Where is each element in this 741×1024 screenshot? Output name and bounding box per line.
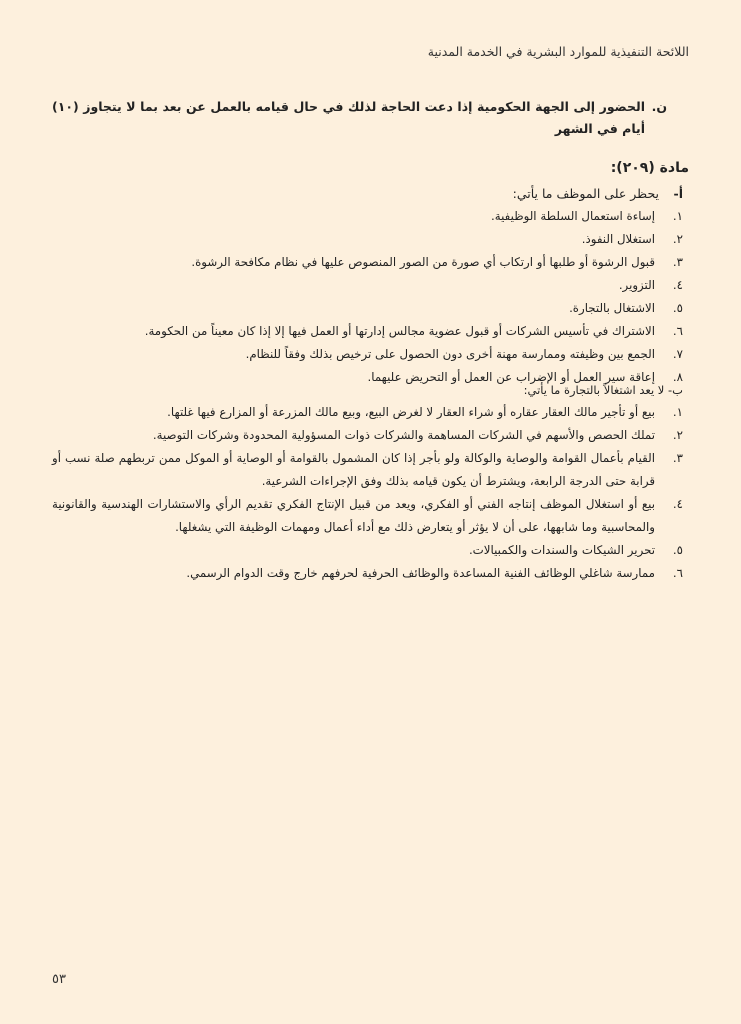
list-item-number: ٥. bbox=[672, 543, 683, 557]
list-item bbox=[52, 205, 683, 228]
list-item bbox=[52, 228, 683, 251]
list-item-text: استغلال النفوذ. bbox=[581, 232, 655, 246]
list-item-text: تحرير الشيكات والسندات والكمبيالات. bbox=[468, 543, 655, 557]
list-item-number: ٣. bbox=[672, 451, 683, 465]
list-item-text: تملك الحصص والأسهم في الشركات المساهمة والشركات ذوات المسؤولية المحدودة وشركات التوصية. bbox=[152, 428, 655, 442]
list-item bbox=[52, 493, 683, 539]
list-item-text: الجمع بين وظيفته وممارسة مهنة أخرى دون الحصول على ترخيص بذلك وفقاً للنظام. bbox=[245, 347, 655, 361]
list-item-number: ١. bbox=[672, 405, 683, 419]
list-item-number: ٦. bbox=[672, 566, 683, 580]
list-item bbox=[52, 274, 683, 297]
paragraph-n bbox=[52, 96, 667, 140]
list-item-number: ٧. bbox=[672, 347, 683, 361]
page-number: ٥٣ bbox=[52, 972, 66, 987]
list-item-number: ٥. bbox=[672, 301, 683, 315]
list-item-text: ممارسة شاغلي الوظائف الفنية المساعدة والوظائف الحرفية لحرفهم خارج وقت الدوام الرسمي. bbox=[186, 566, 655, 580]
list-item bbox=[52, 447, 683, 493]
section-a-heading-text: يحظر على الموظف ما يأتي: bbox=[512, 186, 659, 201]
list-item-text: إساءة استعمال السلطة الوظيفية. bbox=[491, 209, 655, 223]
list-item-number: ٤. bbox=[672, 278, 683, 292]
list-item-text: إعاقة سير العمل أو الإضراب عن العمل أو التحريض عليهما. bbox=[367, 370, 655, 384]
list-item bbox=[52, 424, 683, 447]
section-b-list bbox=[52, 401, 683, 585]
list-item-text: بيع أو تأجير مالك العقار عقاره أو شراء العقار لا لغرض البيع، وبيع مالك المزرعة أو المزارع فيها غلتها. bbox=[167, 405, 655, 419]
list-item-text: الاشتغال بالتجارة. bbox=[569, 301, 655, 315]
section-a-list bbox=[52, 205, 683, 389]
list-item-text: بيع أو استغلال الموظف إنتاجه الفني أو الفكري، ويعد من قبيل الإنتاج الفكري تقديم الرأي والاستشارات الهندسية والقانونية والمحاسبية وما شابهها، على أن لا يؤثر أو يتعارض ذلك مع أداء أعمال ومهمات الوظيفة التي يشغلها. bbox=[52, 497, 655, 534]
list-item bbox=[52, 251, 683, 274]
list-item-number: ٨. bbox=[672, 370, 683, 384]
list-item-text: القيام بأعمال القوامة والوصاية والوكالة ولو بأجر إذا كان المشمول بالقوامة أو الوصاية أو الموكل ممن تربطهم صلة نسب أو قرابة حتى الدرجة الرابعة، ويشترط أن يكون قيامه بذلك وفق الإجراءات الشرعية. bbox=[52, 451, 655, 488]
list-item-text: الاشتراك في تأسيس الشركات أو قبول عضوية مجالس إدارتها أو العمل فيها إلا إذا كان معيناً من الحكومة. bbox=[144, 324, 655, 338]
list-item bbox=[52, 562, 683, 585]
list-item-number: ٣. bbox=[672, 255, 683, 269]
section-a-marker: أ- bbox=[673, 186, 683, 201]
running-header: اللائحة التنفيذية للموارد البشرية في الخدمة المدنية bbox=[427, 44, 689, 59]
list-item bbox=[52, 320, 683, 343]
paragraph-n-marker: ن. bbox=[651, 99, 667, 114]
paragraph-n-text: الحضور إلى الجهة الحكومية إذا دعت الحاجة لذلك في حال قيامه بالعمل عن بعد بما لا يتجاوز (١٠) أيام في الشهر bbox=[52, 99, 645, 136]
list-item-number: ٤. bbox=[672, 497, 683, 511]
list-item bbox=[52, 343, 683, 366]
list-item-number: ٢. bbox=[672, 428, 683, 442]
list-item bbox=[52, 297, 683, 320]
list-item-number: ٢. bbox=[672, 232, 683, 246]
list-item-number: ٦. bbox=[672, 324, 683, 338]
list-item bbox=[52, 401, 683, 424]
article-title: مادة (٢٠٩): bbox=[610, 160, 689, 176]
list-item bbox=[52, 539, 683, 562]
list-item-text: قبول الرشوة أو طلبها أو ارتكاب أي صورة من الصور المنصوص عليها في نظام مكافحة الرشوة. bbox=[191, 255, 655, 269]
list-item-text: التزوير. bbox=[618, 278, 655, 292]
list-item-number: ١. bbox=[672, 209, 683, 223]
section-b-heading: ب- لا يعد اشتغالاً بالتجارة ما يأتي: bbox=[523, 383, 683, 397]
section-a-heading bbox=[52, 184, 683, 204]
